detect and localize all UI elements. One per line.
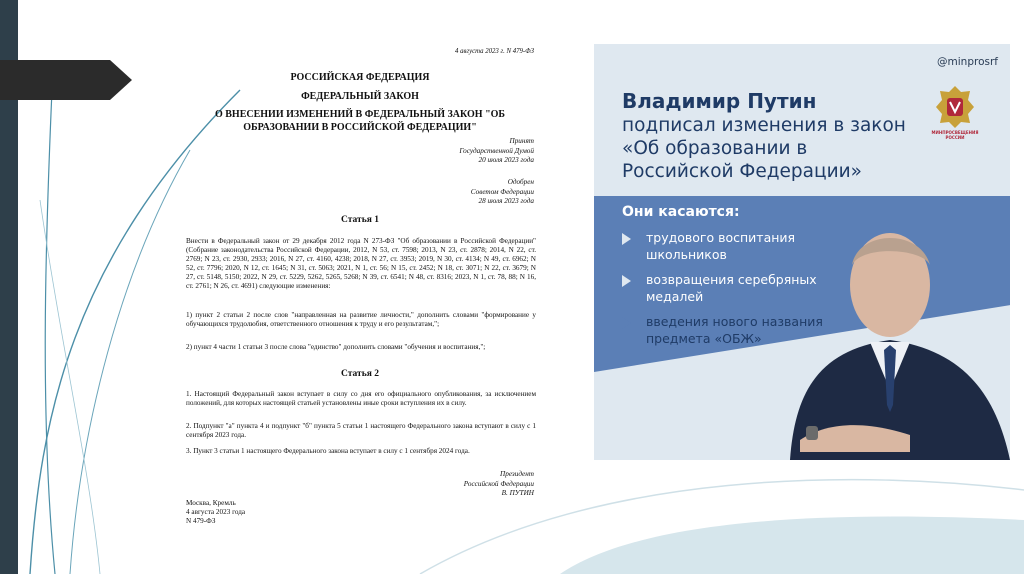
triangle-bullet-icon (622, 317, 631, 329)
card-headline: подписал изменения в закон «Об образовании в Российской Федерации» (622, 115, 906, 182)
list-item: возвращения серебряных медалей (622, 271, 832, 305)
article-2-point-2: 2. Подпункт "а" пункта 4 и подпункт "б" пункта 5 статьи 1 настоящего Федерального закона вступают в силу с 1 сентября 2023 года. (186, 422, 536, 439)
ministry-emblem-icon (930, 82, 980, 132)
place-date-block (186, 499, 346, 526)
adopted-line: Государственной Думой (459, 146, 534, 155)
document-law-type: ФЕДЕРАЛЬНЫЙ ЗАКОН (301, 91, 419, 102)
arrow-tab (0, 60, 132, 100)
article-2-point-1: 1. Настоящий Федеральный закон вступает в силу со дня его официального опубликования, за исключением положений, для которых настоящей статьей установлены иные сроки вступления их в силу. (186, 390, 536, 407)
document-date-number: 4 августа 2023 г. N 479-ФЗ (455, 48, 534, 55)
card-name: Владимир Путин (622, 89, 817, 113)
document-title: О ВНЕСЕНИИ ИЗМЕНЕНИЙ В ФЕДЕРАЛЬНЫЙ ЗАКОН "ОБ ОБРАЗОВАНИИ В РОССИЙСКОЙ ФЕДЕРАЦИИ" (214, 109, 506, 133)
president-photo (770, 190, 1010, 460)
place-line: N 479-ФЗ (186, 517, 216, 525)
adopted-line: Принят (509, 137, 534, 145)
triangle-bullet-icon (622, 275, 631, 287)
place-line: 4 августа 2023 года (186, 508, 246, 516)
law-document (180, 40, 540, 540)
list-item: введения нового названия предмета «ОБЖ» (622, 313, 832, 347)
approved-line: Советом Федерации (470, 187, 534, 196)
signature-line: В. ПУТИН (501, 489, 534, 497)
social-handle: @minprosrf (937, 56, 998, 68)
article-1-point-2: 2) пункт 4 части 1 статьи 3 после слова "единство" дополнить словами "обучения и воспитания,"; (186, 343, 486, 351)
approved-line: 28 июля 2023 года (478, 197, 534, 205)
signature-block (394, 470, 534, 499)
ministry-caption: МИНПРОСВЕЩЕНИЯ РОССИИ (931, 130, 979, 140)
concerns-heading: Они касаются: (622, 204, 740, 220)
article-2-heading: Статья 2 (341, 369, 379, 379)
signature-line: Президент (500, 470, 534, 478)
signature-line: Российской Федерации (463, 479, 534, 488)
approval-block (394, 178, 534, 207)
triangle-bullet-icon (622, 233, 631, 245)
news-card (594, 44, 1010, 460)
adoption-block (394, 137, 534, 166)
article-1-heading: Статья 1 (341, 215, 379, 225)
article-1-point-1: 1) пункт 2 статьи 2 после слов "направленная на развитие личности," дополнить словами "формирование у обучающихся трудолюбия, ответственного отношения к труду и его результатам,"; (186, 311, 536, 328)
place-line: Москва, Кремль (186, 499, 236, 507)
article-1-intro: Внести в Федеральный закон от 29 декабря 2012 года N 273-ФЗ "Об образовании в Российской Федерации" (Собрание законодательства Российской Федерации, 2012, N 53, ст. 7598; 2013, N 23, ст. 2878; 2014, N 22, ст. 2769; N 23, ст. 2930, 2933; 2016, N 27, ст. 4160, 4238; 2018, N 27, ст. 3953; 2019, N 30, ст. 4134; N 49, ст. 6962; N 52, ст. 7796; 2020, N 12, ст. 1645; N 31, ст. 5063; 2021, N 1, ст. 56; N 15, ст. 2452; N 18, ст. 3071; N 22, ст. 3679; N 27, ст. 5148, 5150; 2022, N 29, ст. 5229, 5262, 5265, 5268; N 39, ст. 6541; N 48, ст. 8316; 2023, N 1, ст. 78, 88; N 16, ст. 2761; N 26, ст. 4691) следующие изменения: (186, 237, 536, 290)
document-country: РОССИЙСКАЯ ФЕДЕРАЦИЯ (290, 72, 430, 83)
approved-line: Одобрен (507, 178, 534, 186)
article-2-point-3: 3. Пункт 3 статьи 1 настоящего Федерального закона вступает в силу с 1 сентября 2024 года. (186, 447, 470, 455)
list-item: трудового воспитания школьников (622, 229, 832, 263)
adopted-line: 20 июля 2023 года (478, 156, 534, 164)
